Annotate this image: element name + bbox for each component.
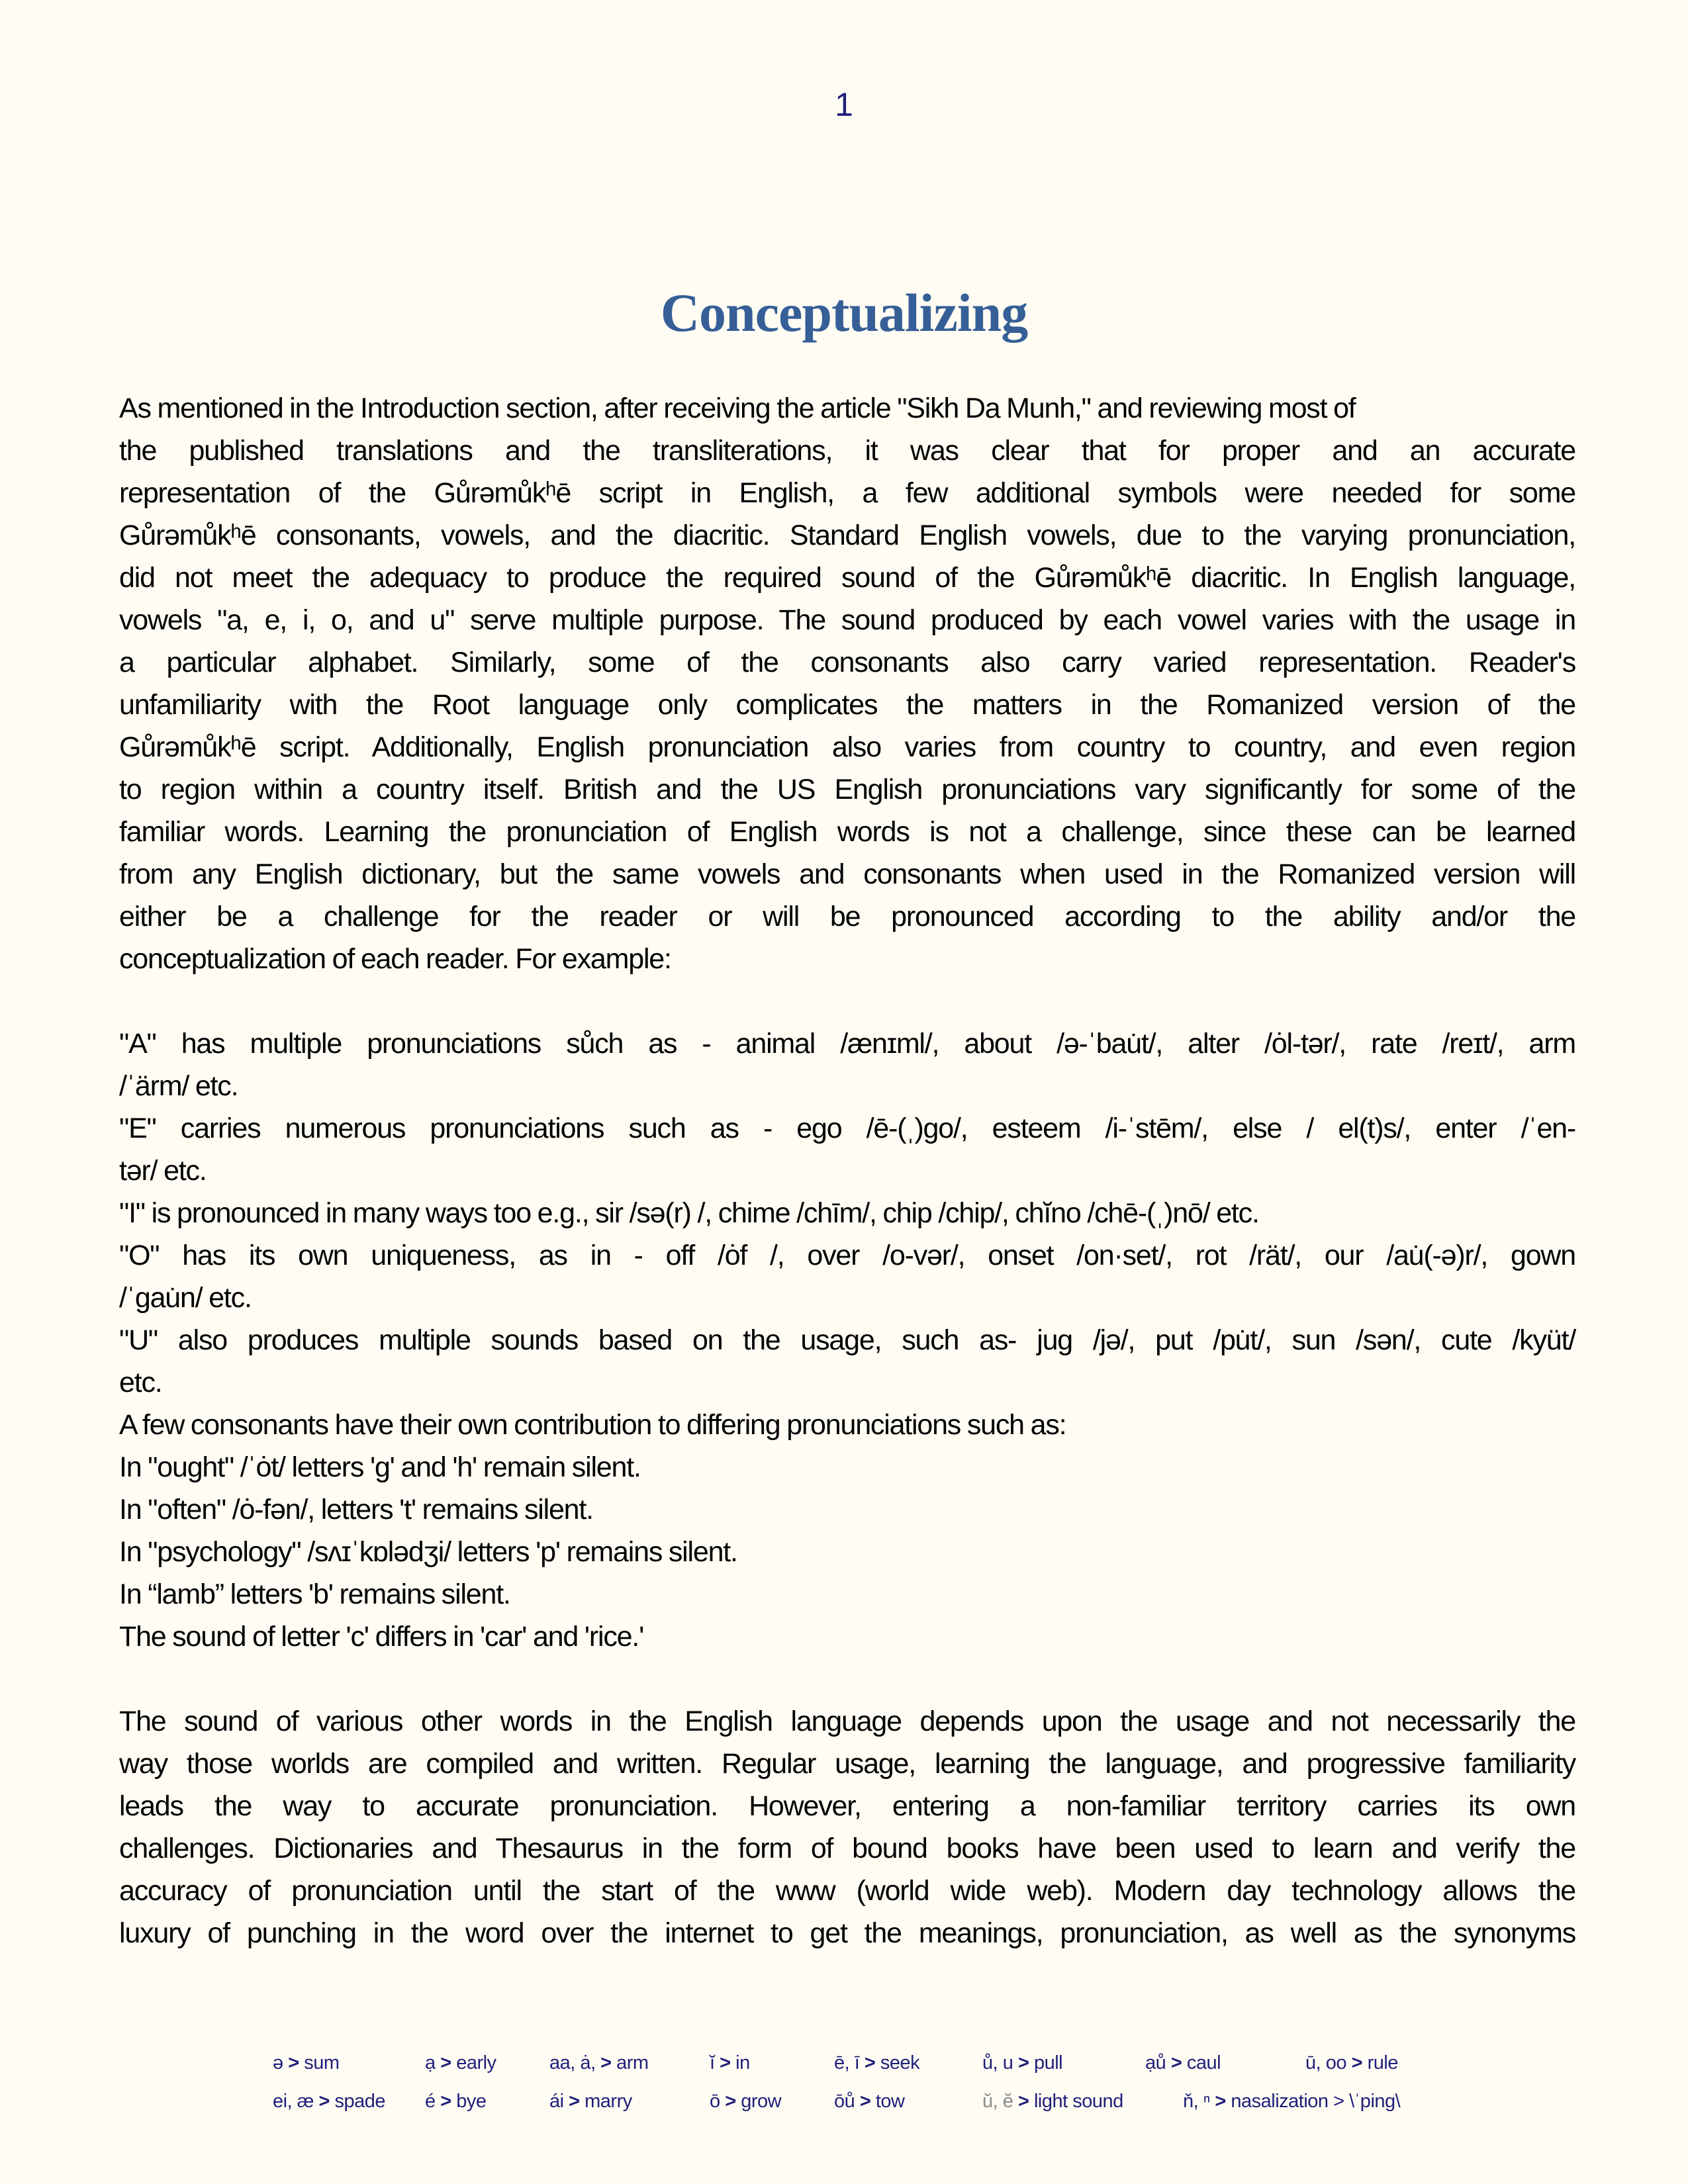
legend-item <box>273 2082 385 2120</box>
legend-arrow: > <box>288 2052 299 2073</box>
vowel-examples <box>119 1023 1575 1404</box>
paragraph-line: As mentioned in the Introduction section, after receiving the article "Sikh Da Munh," and reviewing most of <box>119 392 1356 424</box>
paragraph-line: did not meet the adequacy to produce the required sound of the Gůrəmůkʰē diacritic. In English language, <box>119 562 1575 594</box>
paragraph-line: leads the way to accurate pronunciation. However, entering a non-familiar territory carries its own <box>119 1790 1575 1822</box>
legend-item <box>425 2082 486 2120</box>
legend-item <box>710 2082 781 2120</box>
example-u-continuation: etc. <box>119 1367 162 1398</box>
legend-item <box>1305 2044 1398 2082</box>
legend-item <box>549 2044 649 2082</box>
legend-symbol: ei, æ <box>273 2091 314 2112</box>
paragraph-line: luxury of punching in the word over the internet to get the meanings, pronunciation, as well as the synonyms <box>119 1917 1575 1949</box>
legend-example: caul <box>1186 2052 1221 2073</box>
legend-symbol: ū, oo <box>1305 2052 1346 2073</box>
paragraph-spacer <box>119 1658 1575 1700</box>
legend-example: tow <box>875 2091 905 2112</box>
paragraph-line: either be a challenge for the reader or will be pronounced according to the ability and/or the <box>119 901 1575 933</box>
legend-symbol: ō <box>710 2091 720 2112</box>
legend-arrow: > <box>859 2091 871 2112</box>
paragraph-line: representation of the Gůrəmůkʰē script in English, a few additional symbols were needed for some <box>119 477 1575 509</box>
page-number: 1 <box>835 86 853 123</box>
consonant-often: In "often" /ȯ-fən/, letters 't' remains silent. <box>119 1494 593 1525</box>
legend-symbol: ĭ <box>710 2052 715 2073</box>
legend-arrow: > <box>440 2091 451 2112</box>
paragraph-line: unfamiliarity with the Root language only complicates the matters in the Romanized version of the <box>119 689 1575 721</box>
example-e-continuation: tər/ etc. <box>119 1155 207 1187</box>
legend-arrow: > <box>1017 2052 1029 2073</box>
paragraph-spacer <box>119 980 1575 1023</box>
legend-example: light sound <box>1033 2091 1123 2112</box>
legend-symbol: ái <box>549 2091 564 2112</box>
legend-arrow: > <box>1215 2091 1226 2112</box>
legend-symbol: aa, ȧ, <box>549 2052 596 2073</box>
legend-example: arm <box>616 2052 649 2073</box>
example-a-line: "A" has multiple pronunciations sůch as - animal /ænɪml/, about /ə-ˈbau̇t/, alter /ȯl-tər/, rate /reɪt/, arm <box>119 1028 1575 1060</box>
paragraph-line: Gůrəmůkʰē consonants, vowels, and the diacritic. Standard English vowels, due to the varying pronunciation, <box>119 520 1575 551</box>
legend-example: seek <box>880 2052 920 2073</box>
legend-symbol: é <box>425 2091 436 2112</box>
consonant-intro: A few consonants have their own contribution to differing pronunciations such as: <box>119 1409 1066 1441</box>
legend-arrow: > <box>318 2091 330 2112</box>
example-o-line: "O" has its own uniqueness, as in - off /ȯf /, over /o-vər/, onset /on·set/, rot /rät/, our /au̇(-ə)r/, gown <box>119 1240 1575 1271</box>
legend-example: sum <box>304 2052 340 2073</box>
paragraph-line: vowels "a, e, i, o, and u" serve multiple purpose. The sound produced by each vowel varies with the usage in <box>119 604 1575 636</box>
example-a-continuation: /ˈärm/ etc. <box>119 1070 238 1102</box>
legend-item <box>273 2044 340 2082</box>
legend-item <box>982 2082 1123 2120</box>
legend-symbol: ŭ, ĕ <box>982 2091 1013 2112</box>
legend-example: grow <box>741 2091 782 2112</box>
legend-item <box>1145 2044 1221 2082</box>
paragraph-line: from any English dictionary, but the same vowels and consonants when used in the Romanized version will <box>119 858 1575 890</box>
paragraph-line: accuracy of pronunciation until the start of the www (world wide web). Modern day technology allows the <box>119 1875 1575 1907</box>
example-i-line: "I" is pronounced in many ways too e.g., sir /sə(r) /, chime /chīm/, chip /chip/, chĭno /chē-(ˌ)nō/ etc. <box>119 1197 1259 1229</box>
legend-example: early <box>456 2052 496 2073</box>
legend-symbol: ạ <box>425 2052 436 2073</box>
legend-symbol: ạů <box>1145 2052 1166 2073</box>
legend-symbol: ē, ī <box>834 2052 860 2073</box>
legend-arrow: > <box>1170 2052 1182 2073</box>
legend-item <box>710 2044 750 2082</box>
paragraph-line: familiar words. Learning the pronunciation of English words is not a challenge, since these can be learned <box>119 816 1575 848</box>
example-u-line: "U" also produces multiple sounds based on the usage, such as- jug /jə/, put /pu̇t/, sun /sən/, cute /kyüt/ <box>119 1324 1575 1356</box>
closing-paragraph <box>119 1700 1575 1954</box>
legend-arrow: > <box>725 2091 736 2112</box>
legend-example: marry <box>585 2091 632 2112</box>
legend-example: in <box>735 2052 750 2073</box>
paragraph-line: Gůrəmůkʰē script. Additionally, English pronunciation also varies from country to country, and even region <box>119 731 1575 763</box>
legend-item <box>982 2044 1062 2082</box>
paragraph-line: way those worlds are compiled and written. Regular usage, learning the language, and progressive familiarity <box>119 1748 1575 1780</box>
paragraph-line: conceptualization of each reader. For example: <box>119 943 671 975</box>
legend-arrow: > <box>720 2052 731 2073</box>
legend-arrow: > <box>1017 2091 1029 2112</box>
legend-example: spade <box>334 2091 386 2112</box>
consonant-c: The sound of letter 'c' differs in 'car' and 'rice.' <box>119 1621 644 1653</box>
legend-symbol: ů, u <box>982 2052 1013 2073</box>
legend-item <box>1183 2082 1400 2120</box>
legend-item <box>834 2082 904 2120</box>
legend-arrow: > <box>600 2052 612 2073</box>
consonant-psychology: In "psychology" /sʌɪˈkɒlədʒi/ letters 'p' remains silent. <box>119 1536 737 1568</box>
legend-symbol: ōů <box>834 2091 855 2112</box>
legend-arrow: > <box>864 2052 876 2073</box>
body-content <box>119 387 1575 1954</box>
legend-example: bye <box>456 2091 487 2112</box>
paragraph-line: The sound of various other words in the English language depends upon the usage and not necessarily the <box>119 1706 1575 1737</box>
consonant-lamb: In “lamb” letters 'b' remains silent. <box>119 1578 510 1610</box>
legend-example: pull <box>1033 2052 1063 2073</box>
legend-arrow: > <box>1351 2052 1362 2073</box>
legend-example: nasalization > \ˈping\ <box>1231 2091 1401 2112</box>
legend-arrow: > <box>569 2091 580 2112</box>
legend-item <box>834 2044 919 2082</box>
paragraph-line: challenges. Dictionaries and Thesaurus in the form of bound books have been used to learn and verify the <box>119 1833 1575 1864</box>
legend-symbol: ň, ⁿ <box>1183 2091 1210 2112</box>
consonant-ought: In "ought" /ˈȯt/ letters 'g' and 'h' remain silent. <box>119 1451 641 1483</box>
paragraph-line: to region within a country itself. British and the US English pronunciations vary significantly for some of the <box>119 774 1575 805</box>
example-e-line: "E" carries numerous pronunciations such as - ego /ē-(ˌ)go/, esteem /i-ˈstēm/, else / el(t)s/, enter /ˈen- <box>119 1113 1575 1144</box>
paragraph-line: a particular alphabet. Similarly, some of the consonants also carry varied representation. Reader's <box>119 647 1575 678</box>
paragraph-line: the published translations and the transliterations, it was clear that for proper and an accurate <box>119 435 1575 467</box>
example-o-continuation: /ˈgau̇n/ etc. <box>119 1282 252 1314</box>
legend-item <box>425 2044 496 2082</box>
legend-example: rule <box>1367 2052 1398 2073</box>
consonant-examples <box>119 1404 1575 1658</box>
intro-paragraph <box>119 387 1575 980</box>
chapter-title: Conceptualizing <box>660 283 1028 343</box>
legend-arrow: > <box>440 2052 451 2073</box>
legend-item <box>549 2082 632 2120</box>
legend-symbol: ə <box>273 2052 283 2073</box>
